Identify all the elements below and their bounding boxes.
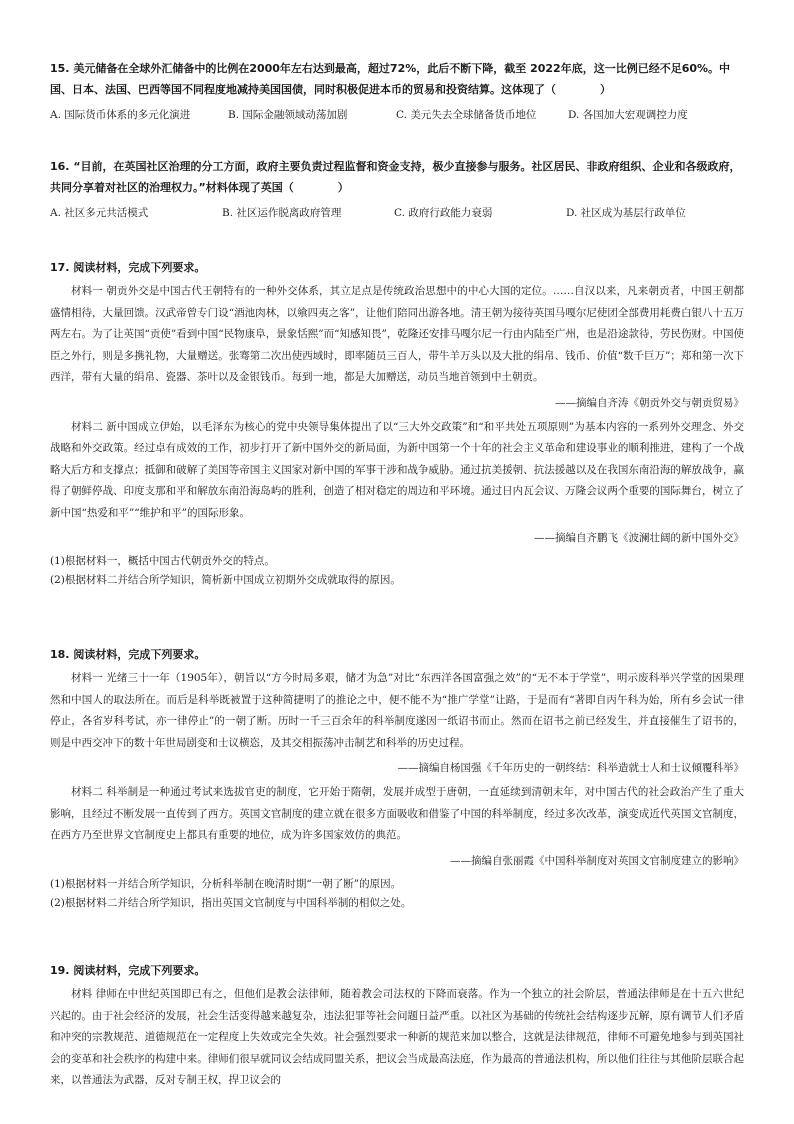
requirement-1: (1)根据材料一，概括中国古代朝贡外交的特点。 [50,555,275,567]
question-17 [50,259,744,590]
question-19-heading: 19. 阅读材料，完成下列要求。 [50,964,206,977]
option-b[interactable]: B. 社区运作脱离政府管理 [222,207,342,219]
requirement-1: (1)根据材料一并结合所学知识，分析科举制在晚清时期“一朝了断”的原因。 [50,877,402,890]
question-19 [50,962,744,1092]
material-2-source: ——摘编自张丽霞《中国科举制度对英国文官制度建立的影响》 [450,854,744,867]
requirement-2: (2)根据材料二并结合所学知识，简析新中国成立初期外交成就取得的原因。 [50,574,401,586]
option-c[interactable]: C. 政府行政能力衰弱 [394,207,493,219]
material-2: 材料二 科举制是一种通过考试来选拔官吏的制度，它开始于隋朝，发展并成型于唐朝，一直延续到清朝末年，对中国古代的社会政治产生了重大影响，且经过不断发展一直传到了西方。英国文官制度的建立就在很多方面吸收和借鉴了中国的科举制度，经过多次改革，演变成近代英国文官制度，在西方乃至世界文官制度史上都具有重要的地位，成为许多国家效仿的典范。 [50,786,744,841]
material-2: 材料二 新中国成立伊始，以毛泽东为核心的党中央领导集体提出了以“三大外交政策”和“和平共处五项原则”为基本内容的一系列外交理念、外交战略和外交政策。经过卓有成效的工作，初步打开了新中国外交的新局面，为新中国第一个十年的社会主义革命和建设事业的顺利推进，建构了一个战略大后方和支撑点；抵御和破解了美国等帝国主义国家对新中国的军事干涉和战争威胁。通过抗美援朝、抗法援越以及在我国东南沿海的解放战争，赢得了朝鲜停战、印度支那和平和解放东南沿海岛屿的胜利，创造了相对稳定的周边和平环境。通过日内瓦会议、万隆会议两个重要的国际舞台，树立了新中国“热爱和平”“维护和平”的国际形象。 [50,420,744,519]
question-15-stem: 15. 美元储备在全球外汇储备中的比例在2000年左右达到最高，超过72%，此后不断下降，截至 2022年底，这一比例已经不足60%。中国、日本、法国、巴西等国不同程度地减持美国国债，同时积极促进本币的贸易和投资结算。这体现了（ ） [50,62,731,96]
material-1: 材料一 光绪三十一年（1905年），朝旨以“方今时局多艰，储才为急”对比“东西洋各国富强之效”的“无不本于学堂”，明示废科举兴学堂的因果理然和中国人的取法所在。而后是科举既被置于这种简捷明了的推论之中，便不能不为“推广学堂”让路，于是而有“著即自丙午科为始，所有乡会试一律停止，各省岁科考试，亦一律停止”的一朝了断。历时一千三百余年的科举制度遂因一纸诏书而止。然而在诏书之前已经发生，并直接催生了诏书的，则是中西交冲下的数十年世局剧变和士议横恣，及其交相振荡冲击制艺和科举的历史过程。 [50,672,744,749]
option-d[interactable]: D. 各国加大宏观调控力度 [568,109,688,121]
requirement-2: (2)根据材料二并结合所学知识，指出英国文官制度与中国科举制的相似之处。 [50,896,412,909]
material-2-source: ——摘编自齐鹏飞《波澜壮阔的新中国外交》 [534,532,744,544]
question-16 [50,156,744,222]
material-1-source: ——摘编自齐涛《朝贡外交与朝贡贸易》 [555,396,744,409]
material: 材料 律师在中世纪英国即已有之，但他们是教会法律师，随着教会司法权的下降而衰落。作为一个独立的社会阶层，普通法律师是在十五六世纪兴起的。由于社会经济的发展，社会生活变得越来越复杂，违法犯罪等社会问题日益严重。以社区为基础的传统社会结构逐步瓦解，原有调节人们矛盾和冲突的宗教规范、道德规范在一定程度上失效或完全失效。社会强烈要求一种新的规范来加以整合，这就是法律规范，律师不可避免地参与到英国社会的变革和社会秩序的构建中来。律师们很早就同议会结成同盟关系，把议会当成最高法庭，作为最高的普通法机构，所以他们往往与其他阶层联合起来，以普通法为武器，反对专制王权，捍卫议会的 [50,988,744,1086]
material-1-source: ——摘编自杨国强《千年历史的一朝终结：科举造就士人和士议倾覆科举》 [397,762,744,774]
question-15 [50,58,744,124]
option-a[interactable]: A. 社区多元共活模式 [50,207,149,219]
question-16-options [50,204,744,222]
question-17-heading: 17. 阅读材料，完成下列要求。 [50,261,206,274]
question-18 [50,646,744,913]
option-d[interactable]: D. 社区成为基层行政单位 [566,207,686,219]
option-c[interactable]: C. 美元失去全球储备货币地位 [396,109,537,121]
question-15-options [50,106,744,124]
question-16-stem: 16. “目前，在英国社区治理的分工方面，政府主要负责过程监督和资金支持，极少直接参与服务。社区居民、非政府组织、企业和各级政府，共同分享着对社区的治理权力。”材料体现了英国（ ） [50,160,741,194]
question-18-heading: 18. 阅读材料，完成下列要求。 [50,648,206,661]
option-b[interactable]: B. 国际金融领域动荡加剧 [228,109,348,121]
option-a[interactable]: A. 国际货币体系的多元化演进 [50,109,191,121]
material-1: 材料一 朝贡外交是中国古代王朝特有的一种外交体系，其立足点是传统政治思想中的中心大国的定位。……自汉以来，凡来朝贡者，中国王朝都盛情相待，大量回馈。汉武帝曾专门设“酒池肉林，以飨四夷之客”，让他们陪同出游各地。清王朝为接待英国马嘎尔尼使团全部费用耗费白银八十五万两左右。为了让英国“贡使”看到中国“民物康阜，景象恬熙”而“知感知畏”，乾隆还安排马嘎尔尼一行由内陆至广州，也是沿途款待，劳民伤财。中国使臣之外行，则是多携礼物，大量赠送。张骞第二次出使西域时，即率随员三百人，带牛羊万头以及大批的绢帛、钱币、价值“数千巨万”；郑和第一次下西洋，带有大量的绢帛、瓷器、茶叶以及金银钱币。每到一地，都是大加赠送，动员当地首领到中土朝贡。 [50,285,744,383]
